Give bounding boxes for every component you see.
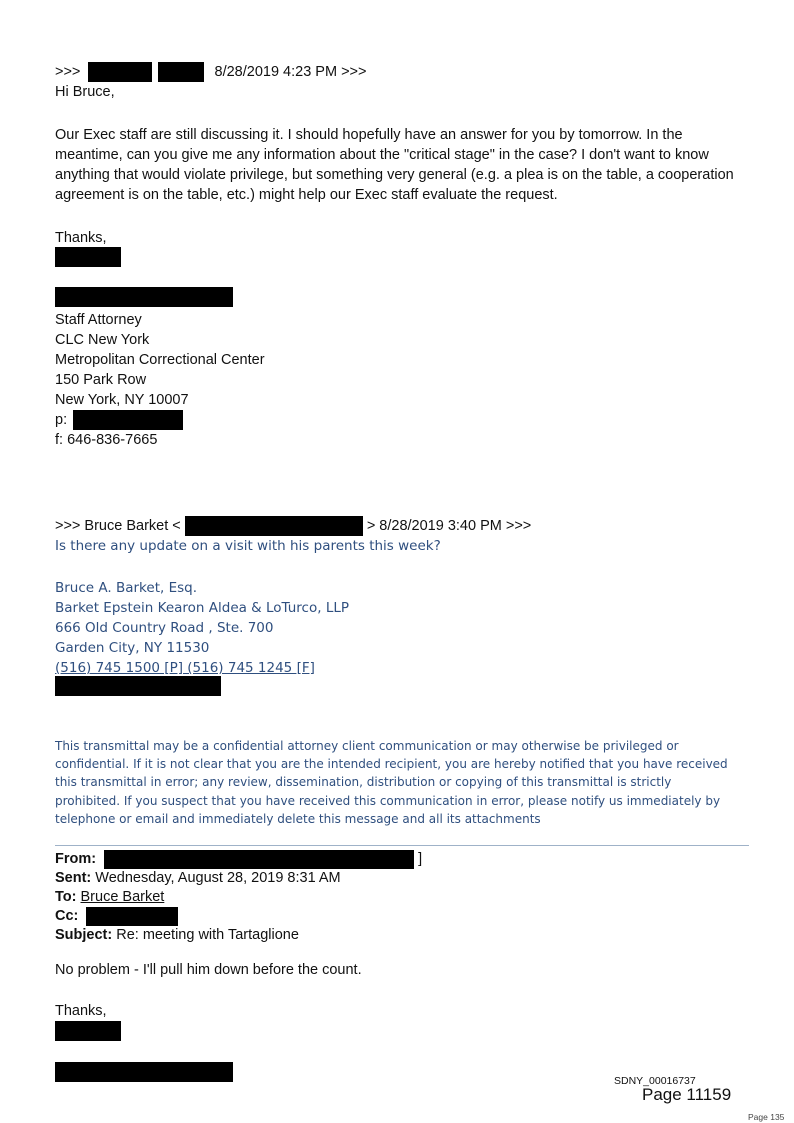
signature-city: New York, NY 10007 — [55, 392, 189, 408]
disclaimer-line: confidential. If it is not clear that you are the intended recipient, you are hereby notified that you have received — [55, 757, 728, 772]
corner-page: Page 135 — [748, 1112, 785, 1122]
to-label: To: — [55, 889, 77, 905]
signature-phone-label: p: — [55, 412, 68, 428]
reply1-body-line: anything that would violate privilege, but something very general (e.g. a plea is on the table, a cooperation — [55, 167, 734, 183]
reply1-signoff: Thanks, — [55, 230, 107, 246]
disclaimer-line: telephone or email and immediately delete this message and all its attachments — [55, 811, 541, 826]
redaction — [55, 676, 221, 696]
reply2-header-from: >>> Bruce Barket < — [55, 518, 181, 534]
reply2-header — [55, 516, 775, 536]
reply1-header-prefix: >>> — [55, 64, 81, 80]
message3-body: No problem - I'll pull him down before the count. — [55, 962, 362, 978]
subject-value: Re: meeting with Tartaglione — [116, 927, 299, 943]
signature-phone-row — [55, 410, 265, 430]
subject-label: Subject: — [55, 927, 113, 943]
signature-facility: Metropolitan Correctional Center — [55, 352, 265, 368]
reply1-header-time: 8/28/2019 4:23 PM >>> — [214, 64, 367, 80]
redaction — [55, 287, 233, 307]
disclaimer-line: This transmittal may be a confidential attorney client communication or may otherwise be privileged or — [55, 739, 679, 753]
from-row — [55, 850, 755, 869]
cc-row — [55, 907, 755, 926]
reply1-body — [55, 125, 760, 205]
disclaimer-line: this transmittal in error; any review, dissemination, distribution or copying of this transmittal is strictly — [55, 775, 672, 790]
signature-city: Garden City, NY 11530 — [55, 640, 210, 656]
signature-street: 150 Park Row — [55, 372, 147, 388]
redaction — [104, 850, 414, 869]
signature-fax: f: 646-836-7665 — [55, 432, 158, 448]
redaction — [86, 907, 178, 926]
signature-org: CLC New York — [55, 332, 150, 348]
to-value: Bruce Barket — [80, 889, 165, 905]
page-label: Page 11159 — [642, 1085, 732, 1104]
cc-label: Cc: — [55, 908, 79, 924]
reply1-greeting: Hi Bruce, — [55, 84, 115, 100]
reply2-signature — [55, 578, 655, 678]
redaction — [55, 1021, 121, 1041]
subject-row — [55, 926, 755, 945]
redaction — [158, 62, 204, 82]
message-divider — [55, 845, 749, 846]
reply1-body-line: agreement is on the table, etc.) might help our Exec staff evaluate the request. — [55, 187, 558, 203]
sent-row — [55, 869, 755, 888]
signature-name: Bruce A. Barket, Esq. — [55, 580, 197, 596]
redaction — [55, 247, 121, 267]
reply1-body-line: meantime, can you give me any information about the "critical stage" in the case? I don't want to know — [55, 147, 709, 163]
signature-firm: Barket Epstein Kearon Aldea & LoTurco, LLP — [55, 600, 350, 616]
reply1-header — [55, 62, 755, 82]
redaction — [88, 62, 152, 82]
reply2-body: Is there any update on a visit with his parents this week? — [55, 538, 441, 554]
redaction — [55, 1062, 233, 1082]
reply1-signature — [55, 310, 265, 450]
reply2-disclaimer — [55, 737, 770, 828]
from-label: From: — [55, 851, 97, 867]
sent-value: Wednesday, August 28, 2019 8:31 AM — [95, 870, 341, 886]
reply2-header-time: > 8/28/2019 3:40 PM >>> — [366, 518, 532, 534]
signature-title: Staff Attorney — [55, 312, 142, 328]
redaction — [73, 410, 183, 430]
signature-phones: (516) 745 1500 [P] (516) 745 1245 [F] — [55, 660, 315, 676]
bates-number: SDNY_00016737 — [614, 1075, 696, 1087]
from-trail: ] — [418, 851, 423, 867]
redaction — [185, 516, 363, 536]
message3-signoff: Thanks, — [55, 1003, 107, 1019]
message3-headers — [55, 850, 755, 945]
sent-label: Sent: — [55, 870, 92, 886]
signature-street: 666 Old Country Road , Ste. 700 — [55, 620, 274, 636]
reply1-body-line: Our Exec staff are still discussing it. I should hopefully have an answer for you by tomorrow. In the — [55, 127, 683, 143]
disclaimer-line: prohibited. If you suspect that you have received this communication in error, please notify us immediately by — [55, 793, 721, 808]
to-row — [55, 888, 755, 907]
